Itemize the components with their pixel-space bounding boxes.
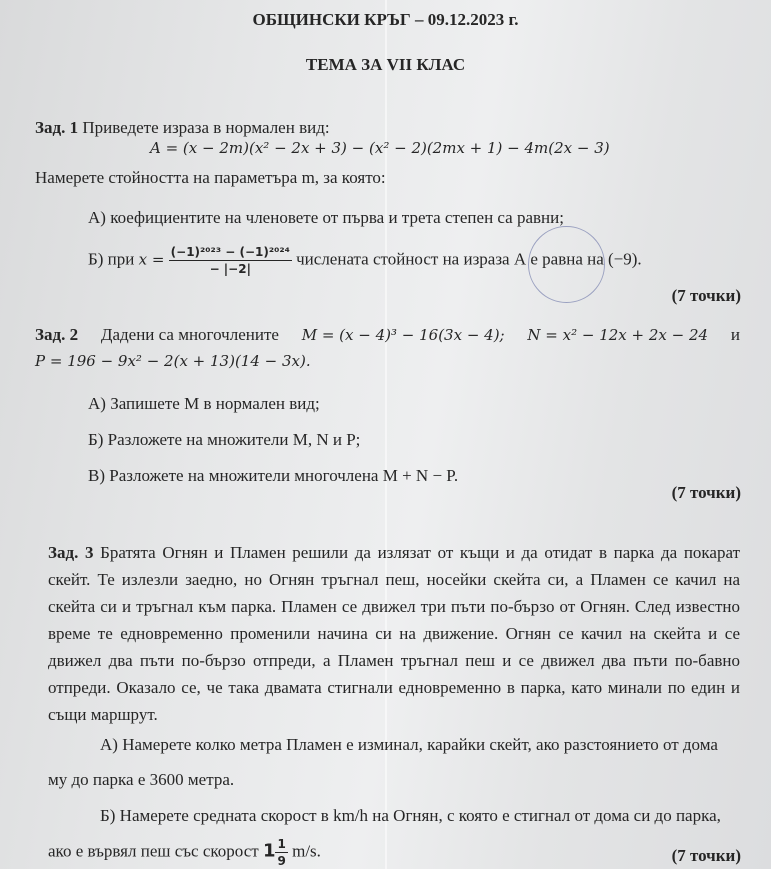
task2-part-b: Б) Разложете на множители M, N и P; bbox=[88, 430, 361, 449]
task3-part-b: Б) Намерете средната скорост в km/h на Огнян, с която е стигнал от дома си до парка, bbox=[100, 806, 721, 825]
speed-denominator: 9 bbox=[277, 854, 286, 868]
task2-points: (7 точки) bbox=[671, 483, 741, 502]
part-b-variable: x = bbox=[138, 250, 165, 269]
task3-line: време те едновременно променили начина си на движение. Огнян се качил на скейта и се bbox=[48, 624, 740, 643]
task3-part-b-cont bbox=[48, 836, 321, 869]
task3-line: отпреди. Оказало се, че така двамата стигнали едновременно в парка, като минали по един и bbox=[48, 678, 740, 697]
task3-text: Братята Огнян и Пламен решили да излязат от къщи и да отидат в парка да покарат bbox=[100, 543, 740, 562]
fraction-denominator: − |−2| bbox=[209, 262, 251, 276]
part-b-suffix: числената стойност на израза А е равна на (−9). bbox=[296, 249, 642, 269]
speed-unit: m/s. bbox=[292, 841, 321, 861]
task1-label: Зад. 1 bbox=[35, 118, 79, 137]
task3-label: Зад. 3 bbox=[48, 543, 94, 562]
task3-part-a: А) Намерете колко метра Пламен е изминал, карайки скейт, ако разстоянието от дома bbox=[100, 735, 718, 754]
speed-fraction bbox=[275, 836, 287, 869]
task3-line: движел два пъти по-бързо отпреди, а Пламен тръгнал пеш и се движел два пъти по-бавно bbox=[48, 651, 740, 670]
part-b-text: ако е вървял пеш със скорост bbox=[48, 841, 259, 861]
task1-part-a: А) коефициентите на членовете от първа и трета степен са равни; bbox=[88, 208, 564, 227]
speed-numerator: 1 bbox=[277, 837, 286, 851]
task2-label: Зад. 2 bbox=[35, 325, 79, 344]
page-subtitle: ТЕМА ЗА VII КЛАС bbox=[305, 55, 466, 74]
fraction-numerator: (−1)²⁰²³ − (−1)²⁰²⁴ bbox=[170, 245, 290, 259]
conjunction: и bbox=[730, 325, 740, 344]
task3-points: (7 точки) bbox=[671, 846, 741, 865]
task3-line: скейт. Те излезли заедно, но Огнян тръгнал пеш, носейки скейта си, а Пламен се качил на bbox=[48, 570, 740, 589]
task2-part-a: А) Запишете M в нормален вид; bbox=[88, 394, 320, 413]
task3-last-line: същи маршрут. bbox=[48, 705, 158, 724]
task1-intro bbox=[35, 118, 330, 138]
task3-part-a-cont: му до парка е 3600 метра. bbox=[48, 770, 235, 789]
task1-points: (7 точки) bbox=[671, 286, 741, 305]
task1-question: Намерете стойността на параметъра m, за която: bbox=[35, 168, 386, 187]
task1-formula: A = (x − 2m)(x² − 2x + 3) − (x² − 2)(2mx + 1) − 4m(2x − 3) bbox=[150, 139, 610, 157]
polynomial-m: M = (x − 4)³ − 16(3x − 4); bbox=[301, 326, 505, 344]
part-b-prefix: Б) при bbox=[88, 249, 135, 269]
fraction bbox=[169, 244, 292, 277]
polynomial-n: N = x² − 12x + 2x − 24 bbox=[527, 326, 709, 344]
task3-line bbox=[48, 543, 740, 563]
task3-line: скейта си и тръгнал към парка. Пламен се движел три пъти по-бързо от Огнян. След известно bbox=[48, 597, 740, 616]
page-title: ОБЩИНСКИ КРЪГ – 09.12.2023 г. bbox=[252, 10, 519, 29]
speed-whole: 1 bbox=[262, 840, 276, 862]
pen-circle-mark bbox=[528, 226, 605, 303]
task2-intro bbox=[35, 325, 740, 345]
task2-part-c: В) Разложете на множители многочлена M + N − P. bbox=[88, 466, 459, 485]
polynomial-p: P = 196 − 9x² − 2(x + 13)(14 − 3x). bbox=[35, 352, 311, 370]
task1-intro-text: Приведете израза в нормален вид: bbox=[82, 118, 330, 137]
task2-intro-text: Дадени са многочлените bbox=[100, 325, 279, 344]
